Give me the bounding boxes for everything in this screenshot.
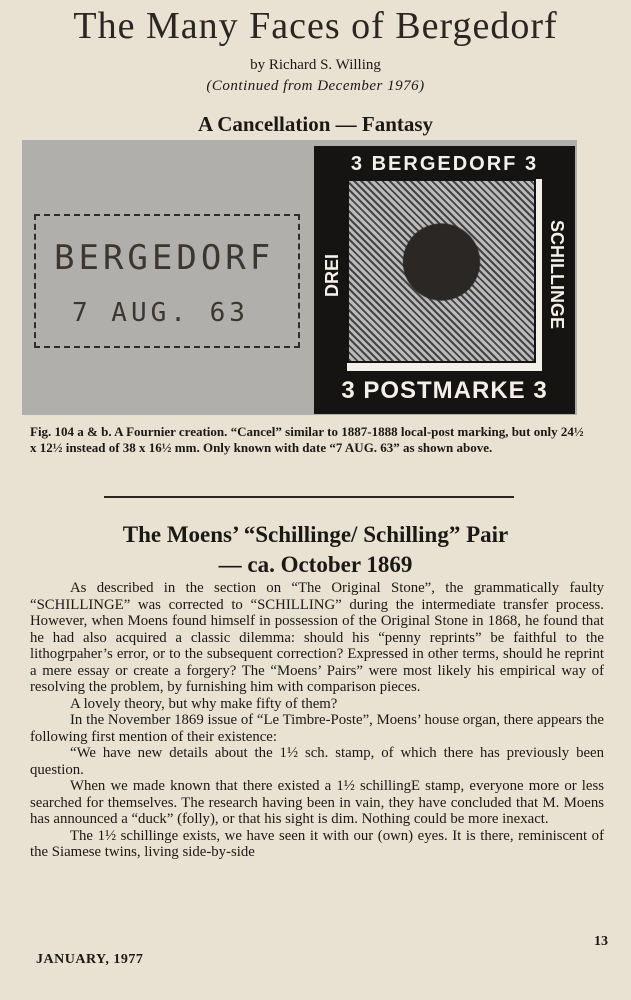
cancel-town-text: BERGEDORF xyxy=(54,238,275,278)
figure-caption: Fig. 104 a & b. A Fournier creation. “Cancel” similar to 1887-1888 local-post marking, but only 24½ x 12½ instead of 38 x 16½ mm. Only known with date “7 AUG. 63” as shown above. xyxy=(30,424,584,455)
paragraph: “We have new details about the 1½ sch. stamp, of which there has previously been question. xyxy=(30,745,604,778)
article-title: The Many Faces of Bergedorf xyxy=(73,5,558,47)
stamp-top-label: 3 BERGEDORF 3 xyxy=(317,149,572,179)
stamp-center-design xyxy=(347,179,536,363)
cancel-date-text: 7 AUG. 63 xyxy=(72,298,249,328)
subheading-line-1: The Moens’ “Schillinge/ Schilling” Pair xyxy=(122,522,509,547)
article-body xyxy=(30,580,604,861)
paragraph: As described in the section on “The Original Stone”, the grammatically faulty “SCHILLINGE” was corrected to “SCHILLING” during the intermediate transfer process. However, when Moens found himself in possession of the Original Stone in 1868, he found that he had also acquired a classic dilemma: should his “penny reprints” be faithful to the lithogrpaher’s error, or to the subsequent correction? Expressed in other terms, should he reprint a mere essay or create a forgery? The “Moens’ Pairs” were most likely his empirical way of resolving the problem, by furnishing him with comparison pieces. xyxy=(30,580,604,695)
stamp-side-label: SCHILLINGE xyxy=(542,179,572,371)
subheading-line-2: — ca. October 1869 xyxy=(218,552,413,577)
paragraph: When we made known that there existed a 1½ schillingE stamp, everyone more or less searched for themselves. The research having been in vain, they have concluded that M. Moens has announced a “duck” (folly), or that his sight is dim. Nothing could be more inexact. xyxy=(30,778,604,827)
stamp-left-label: DREI xyxy=(317,179,347,371)
paragraph: The 1½ schillinge exists, we have seen it with our (own) eyes. It is there, reminiscent of the Siamese twins, living side-by-side xyxy=(30,827,604,860)
figure-photo xyxy=(22,140,577,415)
stamp-image xyxy=(314,146,575,414)
section-divider xyxy=(104,496,514,498)
paragraph: A lovely theory, but why make fifty of them? xyxy=(70,695,338,712)
article-subheading xyxy=(0,520,631,580)
page-number: 13 xyxy=(594,934,608,949)
section-heading: A Cancellation — Fantasy xyxy=(197,112,434,136)
author-byline: by Richard S. Willing xyxy=(250,57,381,73)
paragraph: In the November 1869 issue of “Le Timbre-Poste”, Moens’ house organ, there appears the following first mention of their existence: xyxy=(30,712,604,745)
continued-note: (Continued from December 1976) xyxy=(206,78,425,94)
stamp-bottom-label: 3 POSTMARKE 3 xyxy=(317,371,572,411)
issue-date: JANUARY, 1977 xyxy=(36,952,144,967)
